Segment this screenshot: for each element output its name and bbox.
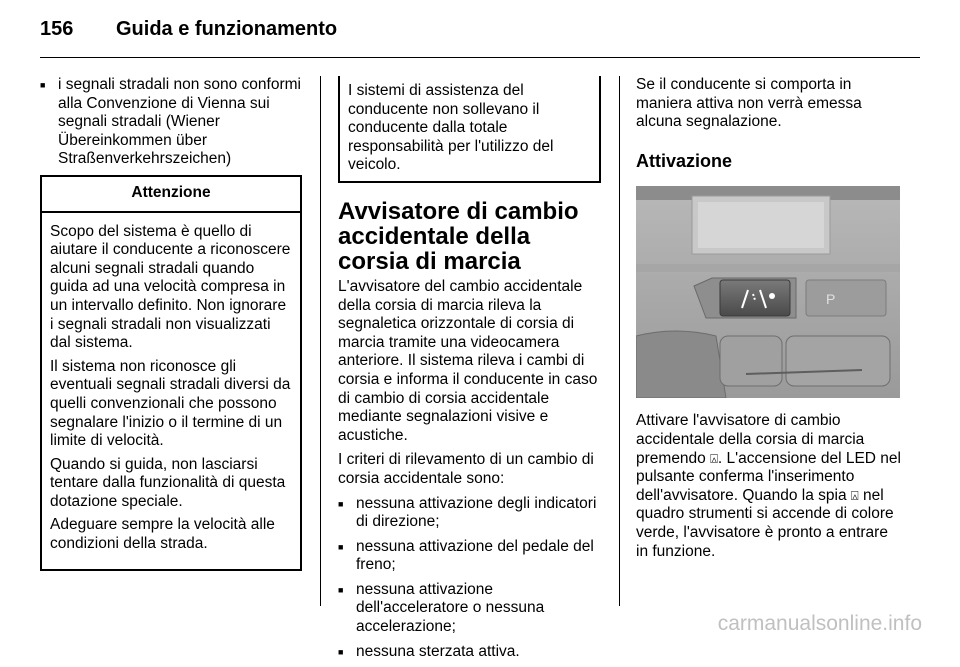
paragraph: L'avvisatore del cambio accidentale della corsia di marcia rileva la segnaletica orizzontale di corsia di marcia tramite una videocamera anteriore. Il sistema rileva i cambi di corsia e informa il conducente in caso di cambio di corsia accidentale mediante segnalazioni visive e acustiche.: [338, 277, 598, 444]
column-1: [40, 76, 302, 571]
activation-text-part: nel quadro strumenti si accende di colore verde, l'avvisatore è pronto a entrare in funzione.: [636, 486, 894, 560]
photo-label: P: [826, 291, 836, 308]
bullet-square-icon: ■: [338, 541, 344, 552]
list-item-text: i segnali stradali non sono conformi alla Convenzione di Vienna sui segnali stradali (Wiener Übereinkommen über Straßenverkehrszeichen): [58, 76, 301, 168]
activation-text-part: Attivare l'avvisatore di cambio accidentale della corsia di marcia premendo: [636, 412, 865, 467]
page-header: [40, 18, 920, 50]
column-2: [338, 76, 601, 667]
list-item-text: nessuna attivazione degli indicatori di direzione;: [356, 494, 597, 531]
header-rule: [40, 57, 920, 58]
notice-text: I sistemi di assistenza del conducente non sollevano il conducente dalla totale responsabilità per l'utilizzo del veicolo.: [348, 82, 554, 174]
paragraph: Se il conducente si comporta in maniera attiva non verrà emessa alcuna segnalazione.: [636, 76, 862, 131]
bullet-square-icon: ■: [338, 498, 344, 509]
warning-box: [40, 175, 302, 571]
warning-paragraph: Quando si guida, non lasciarsi tentare dalla funzionalità di questa dotazione speciale.: [50, 455, 286, 510]
section-title: Guida e funzionamento: [116, 18, 338, 40]
bullet-square-icon: ■: [338, 646, 344, 657]
subsection-heading: Attivazione: [636, 150, 733, 171]
paragraph: I criteri di rilevamento di un cambio di corsia accidentale sono:: [338, 451, 594, 487]
dashboard-photo-graphic: [636, 186, 900, 398]
list-item: [338, 643, 601, 662]
watermark: carmanualsonline.info: [717, 612, 922, 635]
section-heading: Avvisatore di cambio accidentale della corsia di marcia: [338, 197, 579, 275]
list-item: [338, 538, 601, 575]
notice-box: [338, 76, 601, 183]
bullet-square-icon: ■: [40, 80, 46, 90]
activation-text: [636, 412, 901, 561]
list-item: [338, 581, 601, 637]
lane-departure-icon: ⍓: [850, 487, 859, 503]
warning-paragraph: Adeguare sempre la velocità alle condizioni della strada.: [50, 516, 275, 553]
warning-title: Attenzione: [42, 175, 300, 213]
bullet-square-icon: ■: [338, 584, 344, 595]
list-item: [338, 495, 601, 532]
activation-text-part: . L'accensione del LED nel pulsante conferma l'inserimento dell'avvisatore. Quando la spia: [636, 449, 901, 504]
warning-body: [42, 213, 300, 569]
page-number: 156: [40, 18, 74, 40]
dashboard-photo: [636, 186, 900, 398]
column-divider: [619, 76, 620, 606]
list-item-text: nessuna attivazione dell'acceleratore o nessuna accelerazione;: [356, 580, 545, 636]
warning-paragraph: Il sistema non riconosce gli eventuali segnali stradali diversi da quelli convenzionali che possono segnalare l'inizio o il termine di un limite di velocità.: [50, 357, 291, 450]
list-item-text: nessuna attivazione del pedale del freno;: [356, 537, 594, 574]
warning-paragraph: Scopo del sistema è quello di aiutare il conducente a riconoscere alcuni segnali stradali quando guida ad una velocità compresa in un intervallo definito. Non ignorare i segnali stradali non visualizzati dal sistema.: [50, 222, 291, 352]
list-item-text: nessuna sterzata attiva.: [356, 642, 520, 660]
column-3: [636, 76, 901, 561]
lane-departure-icon: ⍓: [710, 450, 718, 466]
list-item: [40, 76, 302, 169]
column-divider: [320, 76, 321, 606]
